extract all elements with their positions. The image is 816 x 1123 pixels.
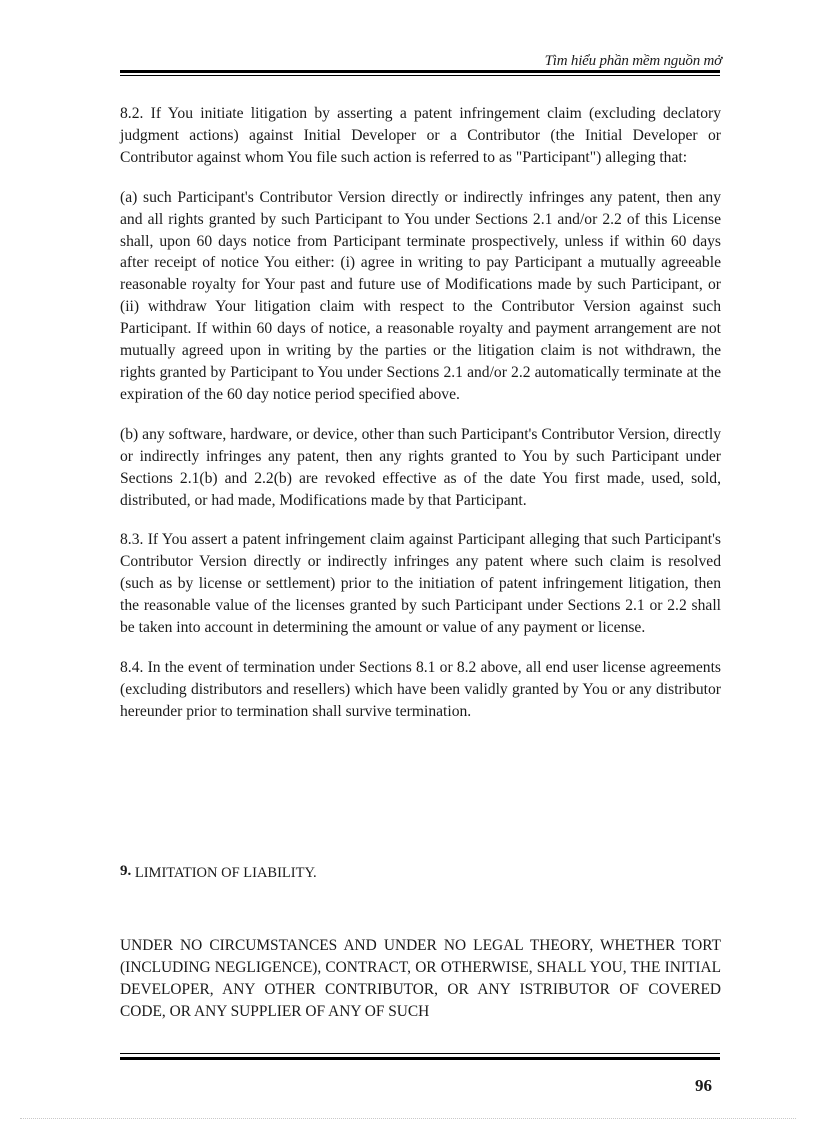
liability-paragraph: UNDER NO CIRCUMSTANCES AND UNDER NO LEGAL THEORY, WHETHER TORT (INCLUDING NEGLIGENCE), CONTRACT, OR OTHERWISE, SHALL YOU, THE INITIAL DEVELOPER, ANY OTHER CONTRIBUTOR, OR ANY ISTRIBUTOR OF COVERED CODE, OR ANY SUPPLIER OF ANY OF SUCH bbox=[120, 937, 721, 1020]
paragraph-8-2: 8.2. If You initiate litigation by asserting a patent infringement claim (excluding declatory judgment actions) against Initial Developer or a Contributor (the Initial Developer or Contributor against whom You file such action is referred to as "Participant") alleging that: bbox=[120, 105, 721, 166]
paragraph-8-2-b: (b) any software, hardware, or device, other than such Participant's Contributor Version, directly or indirectly infringes any patent, then any rights granted to You by such Participant under Sections 2.1(b) and 2.2(b) are revoked effective as of the date You first made, used, sold, distributed, or had made, Modifications made by that Participant. bbox=[120, 425, 721, 509]
page-edge-dotted-line bbox=[20, 1118, 796, 1119]
header-rule-thin bbox=[120, 75, 720, 76]
paragraph-8-2-a: (a) such Participant's Contributor Version directly or indirectly infringes any patent, then any and all rights granted by such Participant to You under Sections 2.1 and/or 2.2 of this License shall, upon 60 days notice from Participant terminate prospectively, unless if within 60 days after receipt of notice You either: (i) agree in writing to pay Participant a mutually agreeable reasonable royalty for Your past and future use of Modifications made by such Participant, or (ii) withdraw Your litigation claim with respect to the Contributor Version against such Participant. If within 60 days of notice, a reasonable royalty and payment arrangement are not mutually agreed upon in writing by the parties or the litigation claim is not withdrawn, the rights granted by Participant to You under Sections 2.1 and/or 2.2 automatically terminate at the expiration of the 60 day notice period specified above. bbox=[120, 188, 721, 403]
running-header-title: Tìm hiểu phần mềm nguồn mở bbox=[544, 53, 722, 69]
section-number: 9. bbox=[120, 863, 132, 879]
paragraph-8-3: 8.3. If You assert a patent infringement claim against Participant alleging that such Participant's Contributor Version directly or indirectly infringes any patent where such claim is resolved (such as by license or settlement) prior to the initiation of patent infringement litigation, then the reasonable value of the licenses granted by such Participant under Sections 2.1 or 2.2 shall be taken into account in determining the amount or value of any payment or license. bbox=[120, 531, 721, 637]
paragraph-8-4: 8.4. In the event of termination under Sections 8.1 or 8.2 above, all end user license agreements (excluding distributors and resellers) which have been validly granted by You or any distributor hereunder prior to termination shall survive termination. bbox=[120, 658, 721, 720]
body-text bbox=[120, 103, 721, 741]
section-title: LIMITATION OF LIABILITY. bbox=[134, 865, 317, 881]
page-number: 96 bbox=[695, 1076, 712, 1095]
header-rule-thick bbox=[120, 70, 720, 73]
footer-rule-thick bbox=[120, 1057, 720, 1060]
footer-rule-thin bbox=[120, 1053, 720, 1054]
section-heading bbox=[120, 863, 317, 882]
